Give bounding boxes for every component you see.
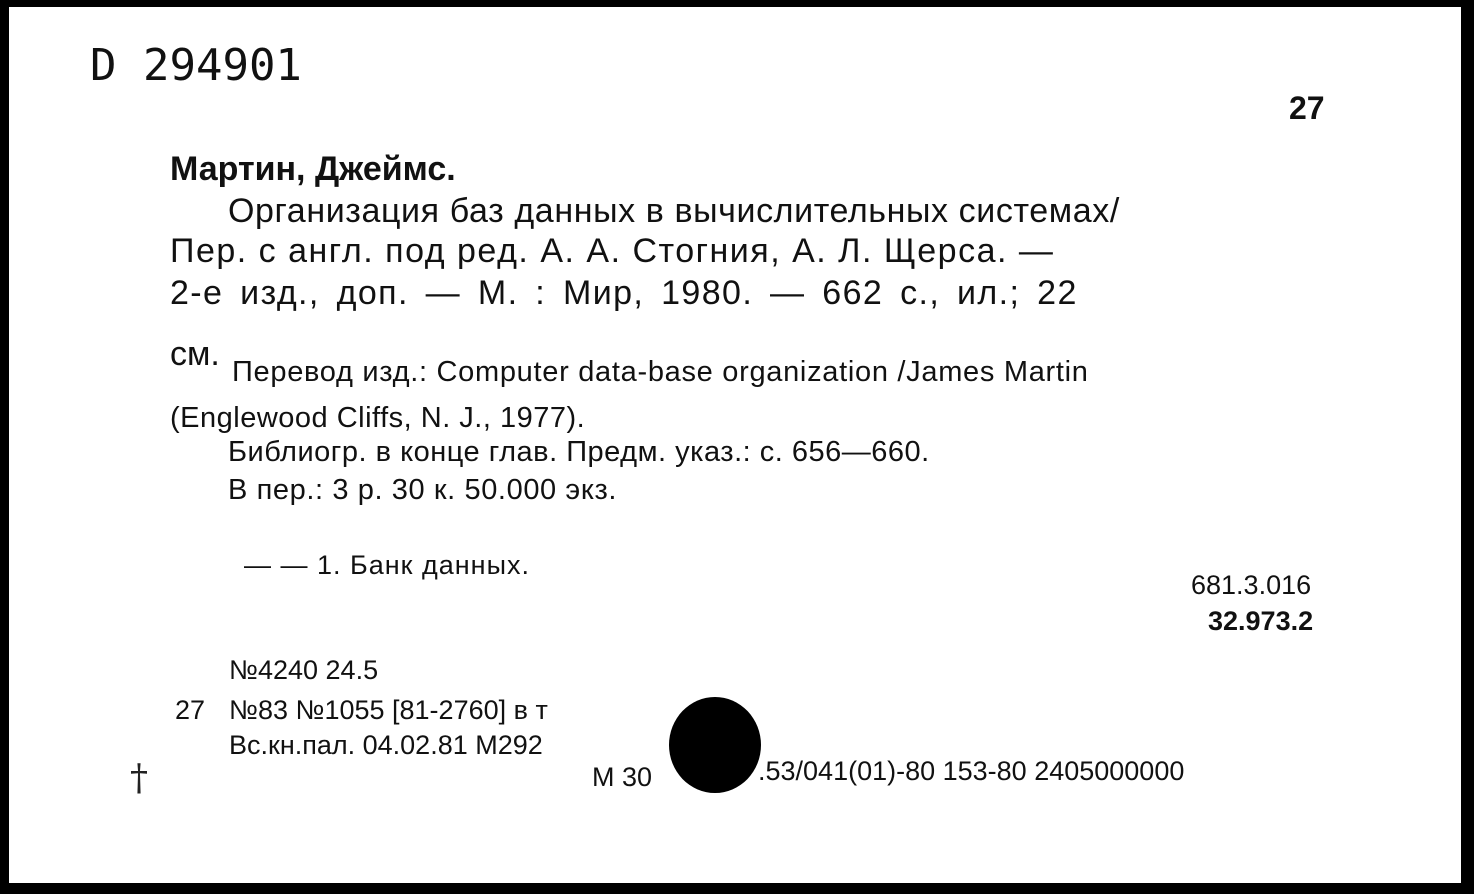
imprint-line-4-right: .53/041(01)-80 153-80 2405000000 [758,756,1185,786]
author-heading: Мартин, Джеймс. [170,150,456,188]
imprint-line-2: №83 №1055 [81-2760] в т [229,695,548,725]
inventory-number: D 294901 [90,40,302,91]
note-price: В пер.: 3 р. 30 к. 50.000 экз. [228,474,617,506]
subject-heading: — — 1. Банк данных. [244,550,530,580]
handwritten-mark: † [130,758,148,799]
imprint-line-2-prefix: 27 [175,695,206,725]
title-line-4: см. [170,335,220,373]
title-line-2: Пер. с англ. под ред. А. А. Стогния, А. Л. Щерса. — [170,232,1055,270]
note-translation: Перевод изд.: Computer data-base organization /James Martin [232,356,1089,388]
card-number: 27 [1289,90,1325,126]
title-line-3: 2-е изд., доп. — М. : Мир, 1980. — 662 с., ил.; 22 [170,274,1078,312]
udc-code: 681.3.016 [1191,570,1312,600]
note-bibliography: Библиогр. в конце глав. Предм. указ.: с. 656—660. [228,436,930,468]
imprint-line-4-left: М 30 [592,762,653,792]
title-line-1: Организация баз данных в вычислительных системах/ [228,192,1120,230]
punch-hole [669,697,761,793]
imprint-line-3: Вс.кн.пал. 04.02.81 М292 [229,730,543,760]
imprint-line-1: №4240 24.5 [229,655,379,685]
note-original-publisher: (Englewood Cliffs, N. J., 1977). [170,402,586,434]
bbk-code: 32.973.2 [1208,606,1314,636]
